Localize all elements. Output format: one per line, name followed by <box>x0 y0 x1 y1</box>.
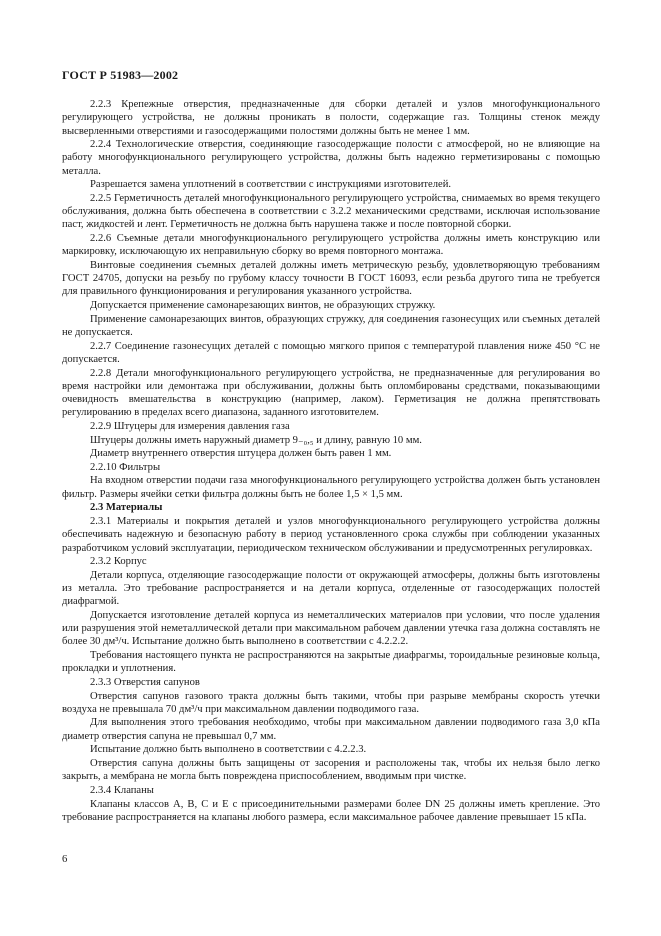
paragraph: Допускается применение самонарезающих винтов, не образующих стружку. <box>90 300 436 312</box>
paragraph-2-2-5: 2.2.5 Герметичность деталей многофункционального регулирующего устройства, снимаемых во время текущего обслуживания, должна быть обеспечена в соответствии с 3.2.2 механическими средствами, исключая использование паст, жидкостей и лент. Герметичность не должна быть нарушена также и после повторной сборки. <box>62 192 600 231</box>
paragraph: Винтовые соединения съемных деталей должны иметь метрическую резьбу, удовлетворяющую требованиям ГОСТ 24705, допуски на резьбу по грубому классу точности В ГОСТ 16093, если резьба другого типа не требуется для правильного функционирования и регулирования указанного устройства. <box>62 259 600 298</box>
paragraph: Допускается изготовление деталей корпуса из неметаллических материалов при условии, что после удаления или разрушения этой неметаллической детали при максимальном рабочем давлении утечка газа должна составлять не более 30 дм³/ч. Испытание должно быть выполнено в соответствии с 4.2.2.2. <box>62 609 600 648</box>
paragraph: На входном отверстии подачи газа многофункционального регулирующего устройства должен быть установлен фильтр. Размеры ячейки сетки фильтра должны быть не более 1,5 × 1,5 мм. <box>62 475 600 500</box>
subheading-2-3-2: 2.3.2 Корпус <box>90 556 147 568</box>
section-heading-2-3: 2.3 Материалы <box>90 502 163 514</box>
paragraph: Требования настоящего пункта не распространяются на закрытые диафрагмы, тороидальные резиновые кольца, прокладки и уплотнения. <box>62 650 600 675</box>
paragraph-2-2-6: 2.2.6 Съемные детали многофункционального регулирующего устройства должны иметь конструкцию или маркировку, исключающую их неправильную сборку во время повторного монтажа. <box>62 233 600 258</box>
paragraph: Применение самонарезающих винтов, образующих стружку, для соединения газонесущих или съемных деталей не допускается. <box>62 313 600 338</box>
paragraph: Разрешается замена уплотнений в соответствии с инструкциями изготовителей. <box>90 179 452 191</box>
subheading-2-3-4: 2.3.4 Клапаны <box>90 784 154 796</box>
paragraph: Отверстия сапуна должны быть защищены от засорения и расположены так, чтобы их нельзя было легко закрыть, а мембрана не могла быть повреждена приспособлением, вводимым при чистке. <box>62 758 600 783</box>
document-header: ГОСТ Р 51983—2002 <box>62 68 179 82</box>
subheading-2-3-3: 2.3.3 Отверстия сапунов <box>90 676 200 688</box>
paragraph: Отверстия сапунов газового тракта должны быть такими, чтобы при разрыве мембраны скорость утечки воздуха не превышала 70 дм³/ч при максимальном давлении подводимого газа. <box>62 690 600 715</box>
paragraph-2-2-3: 2.2.3 Крепежные отверстия, предназначенные для сборки деталей и узлов многофункционального регулирующего устройства, не должны проникать в полости, содержащие газ. Толщины стенок между высверленными отверстиями и газосодержащими полостями должны быть не менее 1 мм. <box>62 99 600 137</box>
paragraph-2-3-1: 2.3.1 Материалы и покрытия деталей и узлов многофункционального регулирующего устройства должны обеспечивать надежную и безопасную работу в период установленного срока службы при соблюдении указанных разработчиком условий эксплуатации, периодическом техническом обслуживании и предусмотренных регулировках. <box>62 516 600 554</box>
paragraph: Испытание должно быть выполнено в соответствии с 4.2.2.3. <box>90 744 367 756</box>
page-number: 6 <box>62 854 68 865</box>
paragraph-2-2-4: 2.2.4 Технологические отверстия, соединяющие газосодержащие полости с атмосферой, но не влияющие на работу многофункционального регулирующего устройства, должны быть надежно герметизированы с помощью металла. <box>62 139 600 177</box>
paragraph: Штуцеры должны иметь наружный диаметр 9₋₀,₅ и длину, равную 10 мм. <box>90 434 422 446</box>
subheading-2-2-9: 2.2.9 Штуцеры для измерения давления газа <box>90 420 290 432</box>
subheading-2-2-10: 2.2.10 Фильтры <box>90 461 161 473</box>
document-body <box>62 98 600 824</box>
paragraph-2-2-7: 2.2.7 Соединение газонесущих деталей с помощью мягкого припоя с температурой плавления ниже 450 °С не допускается. <box>62 340 600 365</box>
paragraph: Диаметр внутреннего отверстия штуцера должен быть равен 1 мм. <box>90 448 392 460</box>
paragraph-2-2-8: 2.2.8 Детали многофункционального регулирующего устройства, не предназначенные для регулирования во время настройки или демонтажа при обслуживании, должны быть опломбированы средствами, показывающими очевидность вмешательства в конструкцию (например, лаком). Герметизация не должна препятствовать регулированию в пределах всего диапазона, заданного изготовителем. <box>62 367 600 419</box>
paragraph: Детали корпуса, отделяющие газосодержащие полости от окружающей атмосферы, должны быть изготовлены из металла. Это требование распространяется и на детали корпуса, отделенные от газосодержащих полостей диафрагмой. <box>62 569 600 608</box>
paragraph: Клапаны классов А, В, С и Е с присоединительными размерами более DN 25 должны иметь крепление. Это требование распространяется на клапаны любого размера, если максимальное рабочее давление превышает 15 кПа. <box>62 798 600 823</box>
paragraph: Для выполнения этого требования необходимо, чтобы при максимальном давлении подводимого газа 3,0 кПа диаметр отверстия сапуна не превышал 0,7 мм. <box>62 717 600 742</box>
